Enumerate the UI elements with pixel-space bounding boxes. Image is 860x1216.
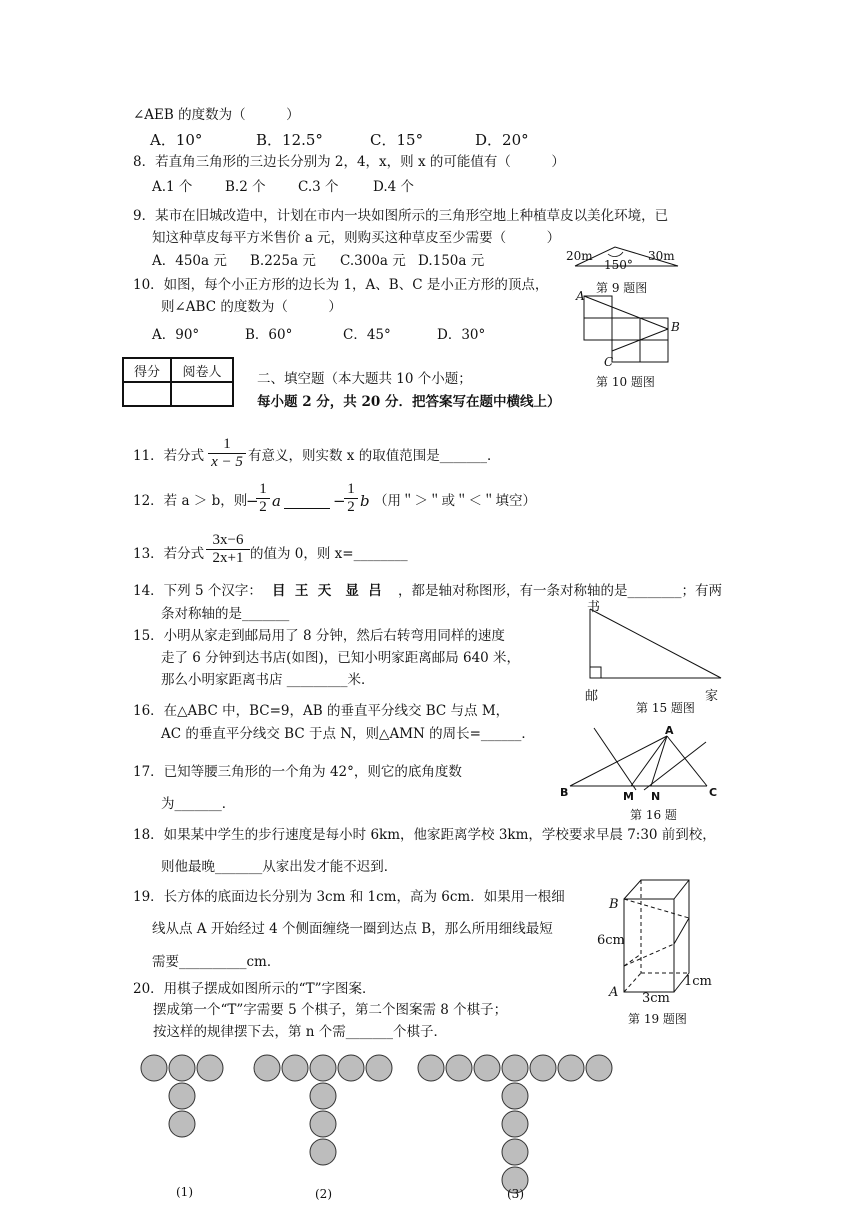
q15-label-post-office: 邮: [585, 689, 599, 704]
q16-label-c: C: [709, 786, 718, 799]
q14-characters: 目 王 天 显 吕: [272, 583, 382, 599]
q10-label-c: C: [604, 355, 614, 369]
chess-piece: [502, 1139, 528, 1165]
chess-piece: [366, 1055, 392, 1081]
section2-title: 二、填空题（本大题共 10 个小题；: [257, 371, 472, 387]
q19-label-height: 6cm: [597, 933, 625, 948]
q13-numerator: 3x−6: [206, 532, 250, 550]
chess-piece: [530, 1055, 556, 1081]
q16-label-b: B: [560, 786, 569, 799]
q18-line1: 18．如果某中学生的步行速度是每小时 6km，他家距离学校 3km，学校要求早晨 7:30 前到校，: [133, 827, 716, 843]
chess-piece: [586, 1055, 612, 1081]
q12-minus-1: −: [246, 492, 259, 510]
chess-piece: [197, 1055, 223, 1081]
q8-option-c: C.3 个: [298, 179, 339, 195]
section2-instructions: 每小题 2 分，共 20 分．把答案写在题中横线上）: [257, 394, 561, 410]
q16-label-m: M: [623, 790, 634, 803]
q11-denominator: x − 5: [211, 454, 243, 470]
q10-line1: 10．如图，每个小正方形的边长为 1，A、B、C 是小正方形的顶点，: [133, 277, 549, 293]
chess-piece: [502, 1111, 528, 1137]
q12-frac2-den: 2: [347, 499, 355, 515]
q13-denominator: 2x+1: [212, 550, 244, 566]
q15-label-bookstore: 书: [587, 600, 601, 615]
q12-frac1-num: 1: [256, 481, 270, 499]
chess-piece: [474, 1055, 500, 1081]
q15-label-home: 家: [705, 689, 719, 704]
q19-line3: 需要__________cm．: [152, 954, 281, 970]
chess-piece: [558, 1055, 584, 1081]
chess-piece: [502, 1083, 528, 1109]
q10-caption: 第 10 题图: [596, 375, 655, 389]
chess-piece: [169, 1083, 195, 1109]
q10-label-a: A: [576, 289, 585, 303]
chess-piece: [169, 1111, 195, 1137]
q7-option-c: C．15°: [370, 131, 424, 149]
q9-line1: 9．某市在旧城改造中，计划在市内一块如图所示的三角形空地上种植草皮以美化环境，已: [133, 208, 669, 224]
chess-piece: [338, 1055, 364, 1081]
q16-line2: AC 的垂直平分线交 BC 于点 N，则△AMN 的周长=______．: [161, 726, 535, 742]
q9-option-c: C.300a 元: [340, 253, 406, 269]
q13-suffix: 的值为 0，则 x=________: [250, 546, 408, 562]
q17-line2: 为_______．: [161, 796, 236, 812]
q15-line1: 15．小明从家走到邮局用了 8 分钟，然后右转弯用同样的速度: [133, 628, 505, 644]
q14-line2: 条对称轴的是_______: [161, 606, 290, 622]
q20-line2: 摆成第一个“T”字需要 5 个棋子，第二个图案需 8 个棋子；: [153, 1002, 508, 1018]
q8-stem: 8．若直角三角形的三边长分别为 2，4，x，则 x 的可能值有（ ）: [133, 154, 565, 170]
q16-caption: 第 16 题: [630, 808, 677, 822]
q10-option-a: A．90°: [152, 327, 200, 343]
q17-line1: 17．已知等腰三角形的一个角为 42°，则它的底角度数: [133, 764, 462, 780]
q7-option-d: D．20°: [475, 131, 529, 149]
q9-option-b: B.225a 元: [250, 253, 316, 269]
q9-option-a: A．450a 元: [152, 253, 227, 269]
q10-line2: 则∠ABC 的度数为（ ）: [161, 299, 342, 315]
q12-frac1-den: 2: [259, 499, 267, 515]
q12-minus-2: −: [333, 492, 346, 510]
q16-label-a: A: [665, 724, 674, 737]
q11-prefix: 11．若分式: [133, 448, 205, 464]
q7-option-a: A．10°: [150, 131, 203, 149]
chess-piece: [310, 1139, 336, 1165]
q20-label-2: (2): [315, 1187, 332, 1201]
chess-piece: [446, 1055, 472, 1081]
q9-label-angle: 150°: [604, 258, 633, 272]
q9-label-20m: 20m: [566, 249, 593, 263]
q10-label-b: B: [671, 320, 680, 334]
q19-label-width: 1cm: [684, 974, 712, 989]
q19-caption: 第 19 题图: [628, 1012, 687, 1026]
q12-var-b: b: [360, 492, 370, 510]
q9-option-d: D.150a 元: [418, 253, 485, 269]
chess-piece: [418, 1055, 444, 1081]
q8-option-a: A.1 个: [152, 179, 193, 195]
q8-option-d: D.4 个: [373, 179, 415, 195]
q16-line1: 16．在△ABC 中，BC=9，AB 的垂直平分线交 BC 与点 M，: [133, 703, 510, 719]
q20-label-3: (3): [507, 1187, 524, 1201]
q18-line2: 则他最晚_______从家出发才能不迟到．: [161, 859, 398, 875]
q9-caption: 第 9 题图: [596, 281, 648, 295]
q19-line2: 线从点 A 开始经过 4 个侧面缠绕一圈到达点 B，那么所用细线最短: [152, 921, 553, 937]
q9-label-30m: 30m: [648, 249, 675, 263]
q12-var-a: a: [272, 492, 281, 510]
chess-piece: [169, 1055, 195, 1081]
q8-option-b: B.2 个: [225, 179, 266, 195]
q15-line2: 走了 6 分钟到达书店(如图)，已知小明家距离邮局 640 米，: [161, 650, 521, 666]
chess-piece: [141, 1055, 167, 1081]
q16-label-n: N: [651, 790, 661, 803]
q20-line3: 按这样的规律摆下去，第 n 个需_______个棋子．: [153, 1024, 448, 1040]
q9-line2: 知这种草皮每平方米售价 a 元，则购买这种草皮至少需要（ ）: [152, 230, 561, 246]
q7-option-b: B．12.5°: [256, 131, 323, 149]
q7-stem: ∠AEB 的度数为（ ）: [133, 107, 300, 123]
chess-piece: [310, 1111, 336, 1137]
chess-piece: [502, 1055, 528, 1081]
q20-label-1: (1): [176, 1185, 193, 1199]
q10-option-d: D．30°: [437, 327, 486, 343]
q11-suffix: 有意义，则实数 x 的取值范围是_______．: [248, 448, 501, 464]
q19-label-a: A: [609, 985, 619, 1000]
q20-line1: 20．用棋子摆成如图所示的“T”字图案．: [133, 981, 376, 997]
chess-piece: [310, 1055, 336, 1081]
q14-line1-a: 14．下列 5 个汉字：: [133, 583, 262, 599]
q15-caption: 第 15 题图: [636, 701, 695, 715]
q13-prefix: 13．若分式: [133, 546, 205, 562]
q10-option-b: B．60°: [245, 327, 293, 343]
q15-line3: 那么小明家距离书店 _________米．: [161, 672, 375, 688]
score-box-score-header: 得分: [123, 358, 171, 382]
q12-prefix: 12．若 a ＞ b，则: [133, 493, 248, 509]
q19-label-b: B: [609, 897, 619, 912]
score-box-grader-header: 阅卷人: [171, 358, 233, 382]
chess-piece: [254, 1055, 280, 1081]
q12-frac2-num: 1: [344, 481, 358, 499]
q14-line1-b: ，都是轴对称图形，有一条对称轴的是________；有两: [398, 583, 722, 599]
chess-piece: [282, 1055, 308, 1081]
q10-option-c: C．45°: [343, 327, 391, 343]
q19-line1: 19．长方体的底面边长分别为 3cm 和 1cm，高为 6cm．如果用一根细: [133, 889, 565, 905]
q19-label-length: 3cm: [642, 991, 670, 1006]
q11-numerator: 1: [208, 436, 246, 454]
chess-piece: [310, 1083, 336, 1109]
q12-suffix: （用＂＞＂或＂＜＂填空）: [374, 493, 536, 509]
